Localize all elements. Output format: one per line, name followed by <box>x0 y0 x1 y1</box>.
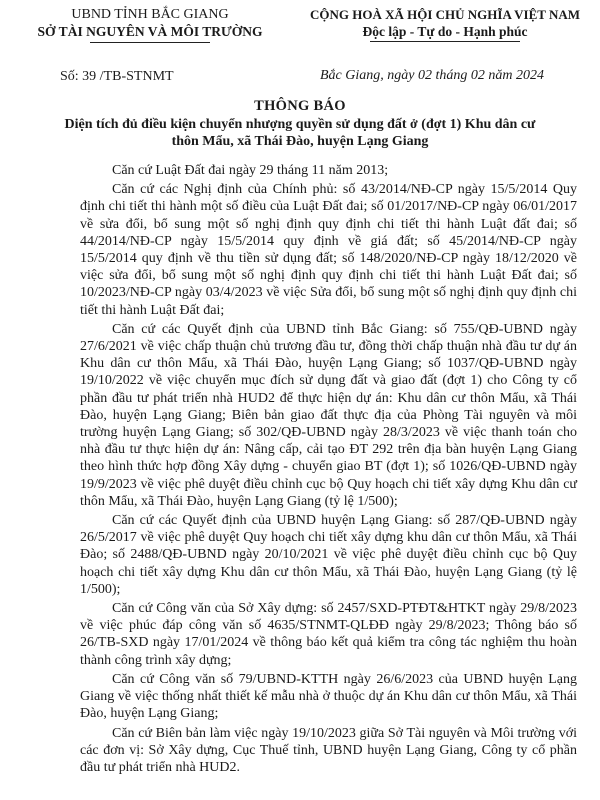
document-number: Số: 39 /TB-STNMT <box>60 69 174 84</box>
paragraph: Căn cứ Luật Đất đai ngày 29 tháng 11 năm 2013; <box>112 163 389 178</box>
nation-name: CỘNG HOÀ XÃ HỘI CHỦ NGHĨA VIỆT NAM <box>309 7 581 22</box>
agency-parent: UBND TỈNH BẮC GIANG <box>71 7 229 22</box>
document-body <box>80 162 577 778</box>
issuing-agency <box>30 6 270 43</box>
agency-underline <box>90 42 210 43</box>
issue-date: Bắc Giang, ngày 02 tháng 02 năm 2024 <box>320 68 544 83</box>
national-motto: Độc lập - Tự do - Hạnh phúc <box>362 24 528 39</box>
national-heading <box>300 6 590 42</box>
agency-name: SỞ TÀI NGUYÊN VÀ MÔI TRƯỜNG <box>37 24 263 39</box>
paragraph: Căn cứ các Quyết định của UBND huyện Lạng Giang: số 287/QĐ-UBND ngày 26/5/2017 về việc phê duyệt Quy hoạch chi tiết xây dựng khu dân cư thôn Mẩu, xã Thái Đào; số 2488/QĐ-UBND ngày 20/10/2021 về việc phê duyệt điều chỉnh cục bộ Quy hoạch chi tiết xây dựng Khu dân cư thôn Mẩu, xã Thái Đào, huyện Lạng Giang (tỷ lệ 1/500); <box>80 513 577 597</box>
paragraph: Căn cứ các Quyết định của UBND tỉnh Bắc Giang: số 755/QĐ-UBND ngày 27/6/2021 về việc chấp thuận chủ trương đầu tư, đồng thời chấp thuận nhà đầu tư dự án Khu dân cư thôn Mẩu, xã Thái Đào, huyện Lạng Giang; số 1037/QĐ-UBND ngày 19/10/2022 về việc chuyển mục đích sử dụng đất và giao đất (đợt 1) cho Công ty cổ phần đầu tư phát triển nhà HUD2 để thực hiện dự án: Khu dân cư thôn Mẩu, xã Thái Đào, huyện Lạng Giang; Biên bản giao đất thực địa của Phòng Tài nguyên và môi trường huyện Lạng Giang; số 302/QĐ-UBND ngày 28/3/2023 về việc thanh toán cho nhà đầu tư thực hiện dự án: Nâng cấp, cải tạo ĐT 292 trên địa bàn huyện Lạng Giang theo hình thức hợp đồng Xây dựng - chuyển giao BT (đợt 1); số 1026/QĐ-UBND ngày 19/9/2023 về việc phê duyệt điều chỉnh cục bộ Quy hoạch chi tiết xây dựng Khu dân cư thôn Mẩu, xã Thái Đào, huyện Lạng Giang (tỷ lệ 1/500); <box>80 321 577 509</box>
paragraph: Căn cứ các Nghị định của Chính phủ: số 43/2014/NĐ-CP ngày 15/5/2014 Quy định chi tiết thi hành một số điều của Luật Đất đai; số 01/2017/NĐ-CP ngày 06/01/2017 về sửa đổi, bổ sung một số nghị định quy định chi tiết thi hành Luật đất đai; số 44/2014/NĐ-CP ngày 15/5/2014 quy định về giá đất; số 45/2014/NĐ-CP ngày 15/5/2014 quy định về thu tiền sử dụng đất; số 148/2020/NĐ-CP ngày 18/12/2020 về việc sửa đổi, bổ sung một số nghị định quy định chi tiết thi hành Luật Đất đai; số 10/2023/NĐ-CP ngày 03/4/2023 về việc Sửa đổi, bổ sung một số nghị định quy định chi tiết thi hành Luật Đất đai; <box>80 182 577 318</box>
document-subtitle: Diện tích đủ điều kiện chuyển nhượng quyền sử dụng đất ở (đợt 1) Khu dân cư thôn Mẩu, xã Thái Đào, huyện Lạng Giang <box>64 117 536 149</box>
paragraph: Căn cứ Công văn số 79/UBND-KTTH ngày 26/6/2023 của UBND huyện Lạng Giang về việc thống nhất thiết kế mẫu nhà ở thuộc dự án Khu dân cư thôn Mẩu, xã Thái Đào, huyện Lạng Giang; <box>80 671 577 722</box>
document-title: THÔNG BÁO <box>254 98 346 114</box>
motto-underline <box>370 41 520 42</box>
paragraph: Căn cứ Biên bản làm việc ngày 19/10/2023 giữa Sở Tài nguyên và Môi trường với các đơn vị: Sở Xây dựng, Cục Thuế tỉnh, UBND huyện Lạng Giang, Công ty cổ phần đầu tư phát triển nhà HUD2. <box>80 725 577 775</box>
paragraph: Căn cứ Công văn của Sở Xây dựng: số 2457/SXD-PTĐT&HTKT ngày 29/8/2023 về việc phúc đáp công văn số 4635/STNMT-QLĐĐ ngày 29/8/2023; Thông báo số 26/TB-SXD ngày 17/01/2024 về thông báo kết quả kiểm tra công tác nghiệm thu hoàn thành công trình xây dựng; <box>80 601 577 668</box>
